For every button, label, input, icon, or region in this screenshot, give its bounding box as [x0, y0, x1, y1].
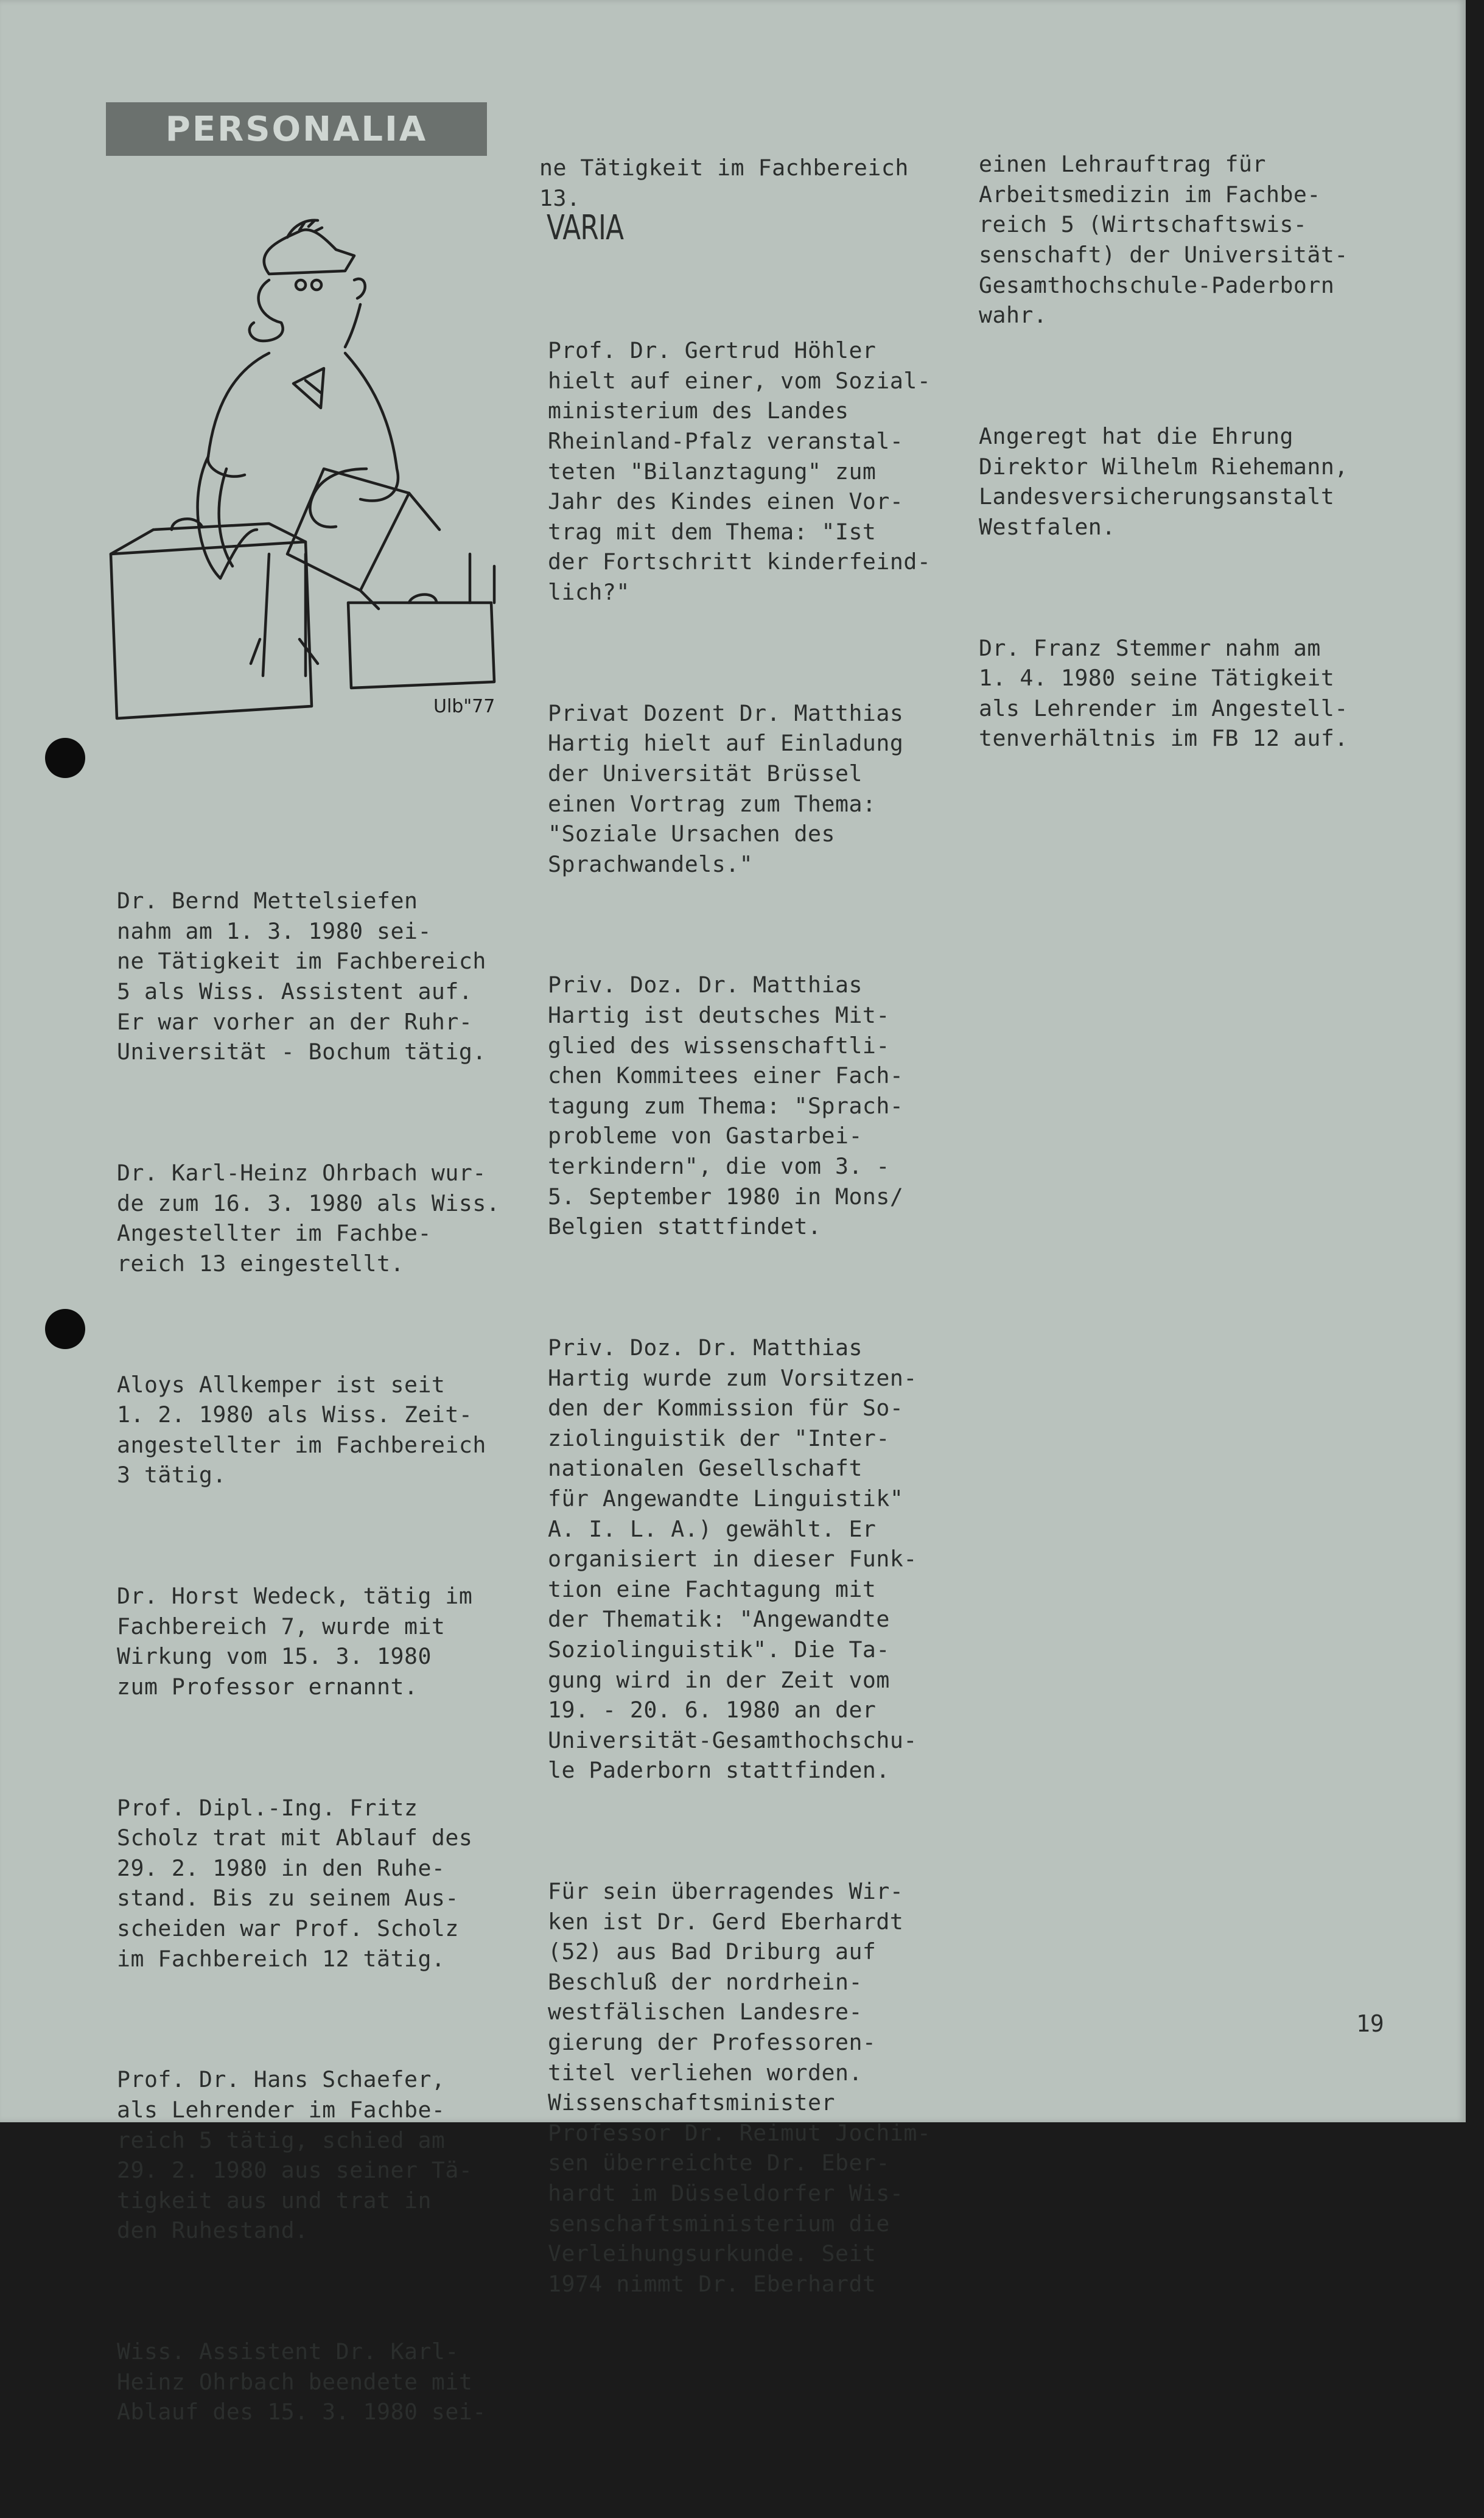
paragraph: Dr. Horst Wedeck, tätig im Fachbereich 7, wurde mit Wirkung vom 15. 3. 1980 zum Professor ernannt. — [117, 1583, 473, 1700]
paragraph: ne Tätigkeit im Fachbereich 13. — [539, 155, 909, 211]
cartoon-illustration — [105, 213, 506, 724]
paragraph: Priv. Doz. Dr. Matthias Hartig ist deutsches Mit- glied des wissenschaftli- chen Kommitees einer Fach- tagung zum Thema: "Sprach- probleme von Gastarbei- terkindern", die vom 3. - 5. September 1980 in Mons/ Belgien stattfindet. — [548, 972, 904, 1240]
section-title: PERSONALIA — [165, 109, 428, 149]
paragraph: Prof. Dr. Hans Schaefer, als Lehrender im Fachbe- reich 5 tätig, schied am 29. 2. 1980 aus seiner Tä- tigkeit aus und trat in den Ruhestand. — [117, 2066, 473, 2244]
section-title-varia: VARIA — [547, 208, 624, 248]
paragraph: Prof. Dr. Gertrud Höhler hielt auf einer, vom Sozial- ministerium des Landes Rheinland-Pfalz veranstal- teten "Bilanztagung" zum Jahr des Kindes einen Vor- trag mit dem Thema: "Ist der Fortschritt kinderfeind- lich?" — [548, 337, 931, 605]
paragraph: einen Lehrauftrag für Arbeitsmedizin im Fachbe- reich 5 (Wirtschaftswis- senschaft) der Universität- Gesamthochschule-Paderborn wahr. — [979, 151, 1348, 329]
punch-hole-top — [45, 738, 85, 778]
paragraph: Prof. Dipl.-Ing. Fritz Scholz trat mit Ablauf des 29. 2. 1980 in den Ruhe- stand. Bis zu seinem Aus- scheiden war Prof. Scholz im Fachbereich 12 tätig. — [117, 1794, 473, 1972]
paragraph: Dr. Franz Stemmer nahm am 1. 4. 1980 seine Tätigkeit als Lehrender im Angestell- tenverhältnis im FB 12 auf. — [979, 634, 1348, 752]
punch-hole-bottom — [45, 1309, 85, 1349]
paragraph: Für sein überragendes Wir- ken ist Dr. Gerd Eberhardt (52) aus Bad Driburg auf Beschluß der nordrhein- westfälischen Landesre- gierung der Professoren- titel verliehen worden. Wissenschaftsminister Professor Dr. Reimut Jochim- sen überreichte Dr. Eber- hardt im Düsseldorfer Wis- senschaftsministerium die Verleihungsurkunde. Seit 1974 nimmt Dr. Eberhardt — [548, 1878, 931, 2297]
paragraph: Privat Dozent Dr. Matthias Hartig hielt auf Einladung der Universität Brüssel einen Vortrag zum Thema: "Soziale Ursachen des Sprachwandels." — [548, 700, 904, 877]
paragraph: Dr. Karl-Heinz Ohrbach wur- de zum 16. 3. 1980 als Wiss. Angestellter im Fachbe- reich 13 eingestellt. — [117, 1159, 500, 1277]
column-2 — [548, 275, 974, 2390]
column-3 — [979, 89, 1417, 844]
column-2-continuation — [539, 93, 965, 304]
paragraph: Aloys Allkemper ist seit 1. 2. 1980 als Wiss. Zeit- angestellter im Fachbereich 3 tätig. — [117, 1371, 486, 1489]
paragraph: Dr. Bernd Mettelsiefen nahm am 1. 3. 1980 sei- ne Tätigkeit im Fachbereich 5 als Wiss. Assistent auf. Er war vorher an der Ruhr- Universität - Bochum tätig. — [117, 888, 486, 1065]
paragraph: Wiss. Assistent Dr. Karl- Heinz Ohrbach beendete mit Ablauf des 15. 3. 1980 sei- — [117, 2338, 486, 2425]
cartoon-signature: Ulb"77 — [433, 696, 495, 717]
page-number: 19 — [1356, 2010, 1384, 2037]
paragraph: Angeregt hat die Ehrung Direktor Wilhelm Riehemann, Landesversicherungsanstalt Westfalen. — [979, 423, 1348, 540]
column-1 — [117, 826, 531, 2518]
paragraph: Priv. Doz. Dr. Matthias Hartig wurde zum Vorsitzen- den der Kommission für So- ziolinguistik der "Inter- nationalen Gesellschaft für Angewandte Linguistik" A. I. L. A.) gewählt. Er organisiert in dieser Funk- tion eine Fachtagung mit der Thematik: "Angewandte Soziolinguistik". Die Ta- gung wird in der Zeit vom 19. - 20. 6. 1980 an der Universität-Gesamthochschu- le Paderborn stattfinden. — [548, 1334, 917, 1784]
section-header-personalia — [106, 102, 487, 156]
